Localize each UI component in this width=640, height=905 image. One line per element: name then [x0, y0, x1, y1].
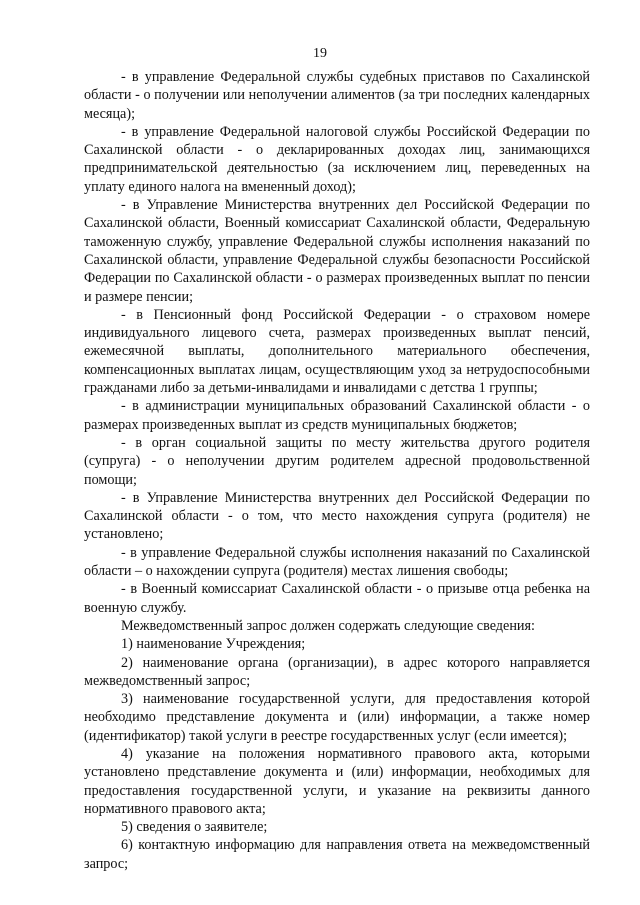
paragraph-pension-payments: - в Управление Министерства внутренних дел Российской Федерации по Сахалинской области, Военный комиссариат Сахалинской области, Федеральную таможенную службу, управление Федеральной службы исполнения наказаний по Сахалинской области, управление Федеральной службы безопасности Российской Федерации по Сахалинской области - о размерах произведенных выплат по пенсии и размере пенсии; — [84, 197, 590, 305]
paragraph-interior-ministry: - в Управление Министерства внутренних дел Российской Федерации по Сахалинской области - о том, что место нахождения супруга (родителя) не установлено; — [84, 489, 590, 543]
list-item-4: 4) указание на положения нормативного правового акта, которыми установлено представление документа и (или) информации, необходимых для предоставления государственной услуги, и указание на реквизиты данного нормативного правового акта; — [84, 745, 590, 817]
list-item-6: 6) контактную информацию для направления ответа на межведомственный запрос; — [84, 837, 590, 872]
paragraph-military-commissariat: - в Военный комиссариат Сахалинской области - о призыве отца ребенка на военную службу. — [84, 581, 590, 616]
paragraph-municipal-administrations: - в администрации муниципальных образований Сахалинской области - о размерах произведенных выплат из средств муниципальных бюджетов; — [84, 398, 590, 433]
list-item-2: 2) наименование органа (организации), в адрес которого направляется межведомственный запрос; — [84, 654, 590, 689]
paragraph-request-requirements: Межведомственный запрос должен содержать следующие сведения: — [121, 617, 535, 634]
paragraph-social-protection: - в орган социальной защиты по месту жительства другого родителя (супруга) - о неполучении другим родителем адресной продовольственной помощи; — [84, 434, 590, 488]
paragraph-penitentiary-service: - в управление Федеральной службы исполнения наказаний по Сахалинской области – о нахождении супруга (родителя) местах лишения свободы; — [84, 544, 590, 580]
page-number: 19 — [313, 46, 327, 61]
paragraph-bailiffs: - в управление Федеральной службы судебных приставов по Сахалинской области - о получении или неполучении алиментов (за три последних календарных месяца); — [84, 69, 590, 122]
list-item-5: 5) сведения о заявителе; — [121, 819, 268, 836]
list-item-1: 1) наименование Учреждения; — [121, 636, 306, 653]
list-item-3: 3) наименование государственной услуги, для предоставления которой необходимо представление документа и (или) информации, а также номер (идентификатор) такой услуги в реестре государственных услуг (если имеется); — [84, 691, 590, 744]
body-text — [84, 68, 590, 873]
paragraph-tax-service: - в управление Федеральной налоговой службы Российской Федерации по Сахалинской области - о декларированных доходах лиц, занимающихся предпринимательской деятельностью (за исключением лиц, переведенных на уплату единого налога на вмененный доход); — [84, 123, 590, 195]
paragraph-pension-fund: - в Пенсионный фонд Российской Федерации - о страховом номере индивидуального лицевого счета, размерах произведенных выплат пенсий, ежемесячной выплаты, дополнительного материального обеспечения, компенсационных выплатах лицам, осуществляющим уход за нетрудоспособными гражданами либо за детьми-инвалидами и инвалидами с детства 1 группы; — [84, 306, 590, 397]
